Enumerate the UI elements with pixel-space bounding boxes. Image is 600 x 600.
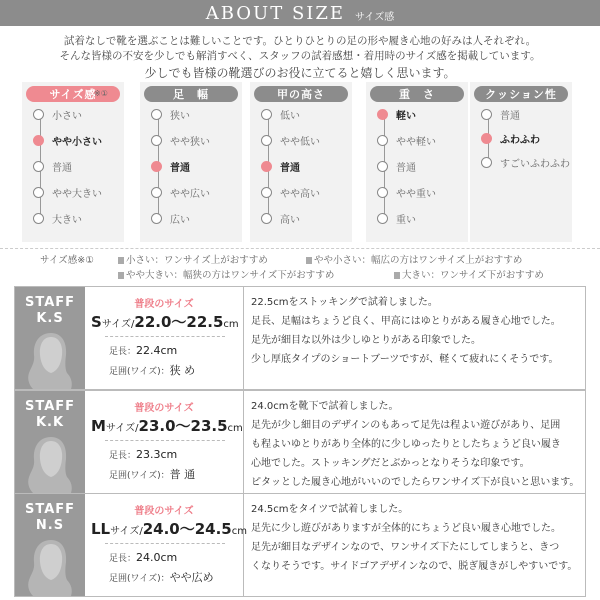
circle-icon	[481, 157, 492, 168]
divider	[105, 543, 225, 544]
square-icon	[394, 272, 400, 279]
circle-icon	[33, 187, 44, 198]
square-icon	[118, 257, 124, 264]
staff-card	[15, 391, 85, 493]
scale-column	[470, 82, 572, 242]
circle-icon	[261, 135, 272, 146]
scale-option-label: 軽い	[396, 110, 416, 122]
staff-card	[15, 287, 85, 389]
foot-width: 足囲(ワイズ)：やや広め	[109, 571, 214, 584]
scale-option-label: やや高い	[280, 188, 320, 200]
scale-option-label: 狭い	[170, 110, 190, 122]
selected-circle-icon	[33, 135, 44, 146]
square-icon	[118, 272, 124, 279]
comment-line: 足先が少し細目のデザインのもあって足先は程よい遊びがあり、足囲	[251, 420, 561, 431]
circle-icon	[261, 187, 272, 198]
usual-size: LLサイズ/24.0〜24.5cm	[91, 520, 247, 538]
square-icon	[306, 257, 312, 264]
person-silhouette-icon	[21, 536, 79, 596]
section-header	[0, 0, 600, 26]
scale-option-label: すごいふわふわ	[500, 158, 570, 170]
comment-line: も程よいゆとりがあり全体的に少しゆったりとしたちょうど良い履き	[251, 439, 561, 450]
scale-option-label: 高い	[280, 214, 300, 226]
scale-option	[377, 106, 416, 122]
comment-line: くなりそうです。サイドゴアデザインなので、脱ぎ履きがしやすいです。	[251, 561, 578, 572]
circle-icon	[33, 109, 44, 120]
staff-size	[85, 494, 247, 596]
staff-review	[14, 493, 586, 597]
usual-size: Sサイズ/22.0〜22.5cm	[91, 313, 239, 331]
staff-card	[15, 494, 85, 596]
divider	[105, 336, 225, 337]
scale-option	[481, 106, 520, 122]
scale-option-label: 普通	[280, 162, 300, 174]
comment-line: 22.5cmをストッキングで試着しました。	[251, 297, 438, 308]
intro-text	[0, 34, 600, 81]
staff-comment	[251, 293, 581, 369]
scale-column	[250, 82, 352, 242]
circle-icon	[33, 213, 44, 224]
scale-note: ※①	[94, 89, 108, 98]
scale-option	[151, 158, 190, 174]
circle-icon	[377, 161, 388, 172]
foot-width: 足囲(ワイズ)：狭 め	[109, 364, 196, 377]
size-scales	[0, 82, 600, 242]
size-legend	[0, 248, 600, 283]
circle-icon	[151, 213, 162, 224]
foot-length: 足長：22.4cm	[109, 344, 178, 357]
section-title: ABOUT SIZE	[205, 2, 346, 24]
scale-option	[261, 106, 300, 122]
usual-size-label: 普段のサイズ	[134, 506, 194, 517]
staff-name: STAFF K.S	[24, 295, 76, 326]
scale-option	[33, 158, 72, 174]
scale-option-label: 大きい	[52, 214, 82, 226]
comment-line: 足先に少し遊びがありますが全体的にちょうど良い履き心地でした。	[251, 523, 561, 534]
circle-icon	[151, 109, 162, 120]
scale-option	[33, 132, 102, 148]
staff-name: STAFF N.S	[24, 502, 76, 533]
scale-option	[481, 154, 570, 170]
legend-item: 大きい：ワンサイズ下がおすすめ	[394, 267, 544, 281]
person-silhouette-icon	[21, 329, 79, 389]
circle-icon	[261, 109, 272, 120]
scale-option	[261, 158, 300, 174]
comment-line: 24.0cmを靴下で試着しました。	[251, 401, 399, 412]
scale-option-label: やや狭い	[170, 136, 210, 148]
scale-option-label: やや広い	[170, 188, 210, 200]
scale-option	[151, 106, 190, 122]
scale-title: 甲の高さ	[254, 86, 348, 102]
usual-size-label: 普段のサイズ	[134, 403, 194, 414]
circle-icon	[377, 213, 388, 224]
legend-item: やや小さい：幅広の方はワンサイズ上がおすすめ	[306, 252, 522, 266]
comment-line: 少し厚底タイプのショートブーツですが、軽くて疲れにくそうです。	[251, 354, 559, 365]
circle-icon	[151, 135, 162, 146]
intro-lead: 少しでも皆様の靴選びのお役に立てると嬉しく思います。	[144, 66, 456, 80]
comment-line: 足長、足幅はちょうど良く、甲高にはゆとりがある履き心地でした。	[251, 316, 561, 327]
staff-name: STAFF K.K	[24, 399, 76, 430]
scale-option	[377, 132, 436, 148]
comment-line: 足先が細目な以外は少しゆとりがある印象でした。	[251, 335, 481, 346]
intro-line: 試着なしで靴を選ぶことは難しいことです。ひとりひとりの足の形や履き心地の好みは人それぞれ。	[63, 35, 537, 47]
scale-option-label: やや大きい	[52, 188, 102, 200]
scale-option	[261, 210, 300, 226]
scale-column	[22, 82, 124, 242]
scale-option	[377, 184, 436, 200]
scale-column	[140, 82, 242, 242]
circle-icon	[377, 187, 388, 198]
section-subtitle: サイズ感	[355, 11, 395, 23]
comment-line: ピタッとした履き心地がいいのでしたらワンサイズ下が良いと思います。	[251, 477, 580, 488]
scale-option-label: やや低い	[280, 136, 320, 148]
scale-option	[377, 210, 416, 226]
scale-option-label: 低い	[280, 110, 300, 122]
usual-size-label: 普段のサイズ	[134, 299, 194, 310]
intro-line: そんな皆様の不安を少しでも解消すべく、スタッフの試着感想・着用時のサイズ感を掲載しています。	[59, 50, 541, 62]
scale-title: クッション性	[474, 86, 568, 102]
scale-option	[33, 106, 82, 122]
scale-title: サイズ感	[26, 86, 120, 102]
staff-comment	[251, 500, 581, 576]
staff-size	[85, 391, 244, 493]
circle-icon	[481, 109, 492, 120]
scale-option-label: 小さい	[52, 110, 82, 122]
staff-comment	[251, 397, 581, 492]
circle-icon	[151, 187, 162, 198]
legend-item: やや大きい：幅狭の方はワンサイズ下がおすすめ	[118, 267, 334, 281]
scale-column	[366, 82, 468, 242]
foot-length: 足長：24.0cm	[109, 551, 178, 564]
scale-title: 重 さ	[370, 86, 464, 102]
comment-line: 24.5cmをタイツで試着しました。	[251, 504, 409, 515]
scale-option-label: やや軽い	[396, 136, 436, 148]
foot-length: 足長：23.3cm	[109, 448, 178, 461]
circle-icon	[377, 135, 388, 146]
scale-option	[33, 184, 102, 200]
scale-option-label: やや重い	[396, 188, 436, 200]
scale-option-label: 普通	[396, 162, 416, 174]
selected-circle-icon	[151, 161, 162, 172]
selected-circle-icon	[377, 109, 388, 120]
usual-size: Mサイズ/23.0〜23.5cm	[91, 417, 243, 435]
selected-circle-icon	[261, 161, 272, 172]
scale-option-label: 普通	[170, 162, 190, 174]
scale-option-label: 広い	[170, 214, 190, 226]
scale-title: 足 幅	[144, 86, 238, 102]
scale-option	[481, 130, 540, 146]
comment-line: 心地でした。ストッキングだとぶかっとなりそうな印象です。	[251, 458, 530, 469]
legend-item: 小さい：ワンサイズ上がおすすめ	[118, 252, 268, 266]
legend-label: サイズ感※①	[40, 255, 94, 266]
scale-option	[151, 184, 210, 200]
staff-review	[14, 286, 586, 390]
scale-option	[377, 158, 416, 174]
selected-circle-icon	[481, 133, 492, 144]
person-silhouette-icon	[21, 433, 79, 493]
scale-option	[261, 132, 320, 148]
foot-width: 足囲(ワイズ)：普 通	[109, 468, 196, 481]
scale-option-label: 普通	[500, 110, 520, 122]
circle-icon	[261, 213, 272, 224]
staff-review	[14, 390, 586, 494]
circle-icon	[33, 161, 44, 172]
scale-option	[261, 184, 320, 200]
scale-option-label: 重い	[396, 214, 416, 226]
comment-line: 足先が細目なデザインなので、ワンサイズ下たにしてしまうと、きつ	[251, 542, 560, 553]
scale-option-label: やや小さい	[52, 136, 102, 148]
scale-option	[151, 132, 210, 148]
staff-size	[85, 287, 244, 389]
scale-option-label: 普通	[52, 162, 72, 174]
scale-option	[151, 210, 190, 226]
divider	[105, 440, 225, 441]
scale-option-label: ふわふわ	[500, 134, 540, 146]
scale-option	[33, 210, 82, 226]
